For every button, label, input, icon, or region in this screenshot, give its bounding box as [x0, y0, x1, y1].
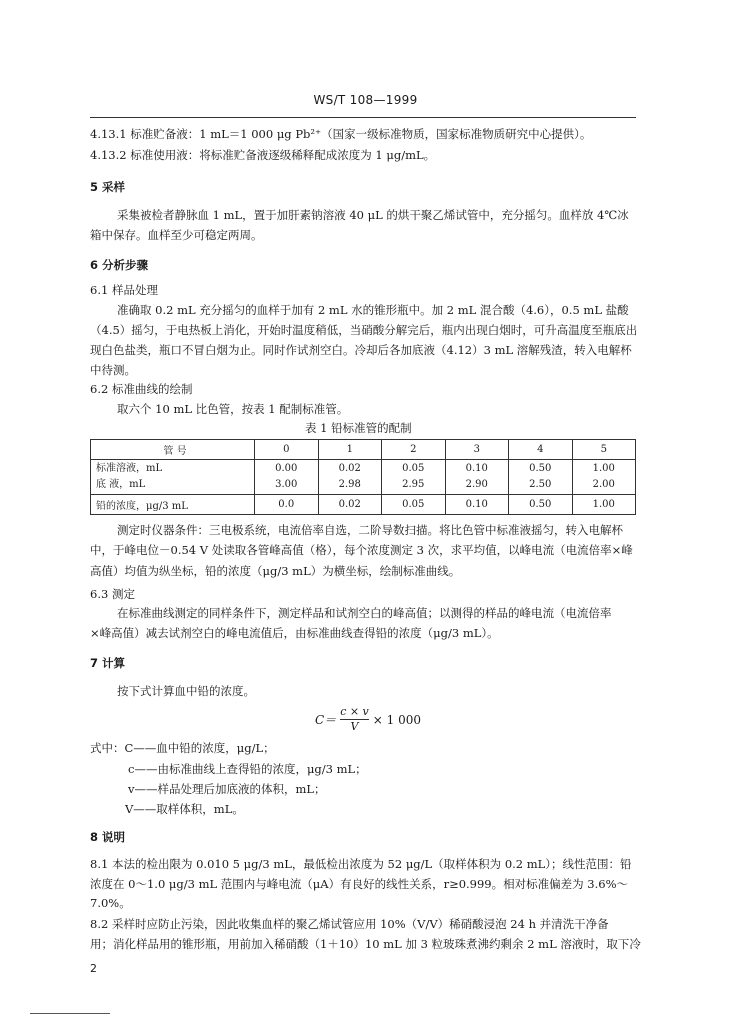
table-row: [91, 495, 636, 515]
formula-denominator: V: [350, 720, 359, 733]
section-6-heading: 6 分析步骤: [90, 258, 149, 272]
paragraph-line: 浓度在 0～1.0 μg/3 mL 范围内与峰电流（μA）有良好的线性关系，r≥0.999。相对标准偏差为 3.6%～: [90, 877, 628, 891]
paragraph-line: 中，于峰电位－0.54 V 处读取各管峰高值（格），每个浓度测定 3 次，求平均值，以峰电流（电流倍率×峰: [90, 543, 633, 557]
paragraph-line: 在标准曲线测定的同样条件下，测定样品和试剂空白的峰高值；以测得的样品的峰电流（电流倍率: [117, 606, 612, 620]
table-cell: 0.02 2.98: [318, 460, 382, 495]
paragraph-line: 7.0%。: [90, 896, 131, 910]
table-cell: 1.00 2.00: [572, 460, 636, 495]
table-cell: 0.10 2.90: [445, 460, 509, 495]
paragraph-line: 高值）均值为纵坐标，铅的浓度（μg/3 mL）为横坐标，绘制标准曲线。: [90, 564, 461, 578]
table-row: [91, 460, 636, 495]
page-header: WS/T 108—1999: [313, 93, 418, 107]
table-cell: 1.00: [572, 495, 636, 515]
table-cell: 0.00 3.00: [255, 460, 319, 495]
table-cell: 0.05: [382, 495, 446, 515]
table-cell: 0.50 2.50: [509, 460, 573, 495]
table-cell: 0.50: [509, 495, 573, 515]
paragraph-line: 箱中保存。血样至少可稳定两周。: [90, 228, 263, 242]
table-cell: 0.02: [318, 495, 382, 515]
table-col-header: 5: [572, 440, 636, 460]
table-header-row: [91, 440, 636, 460]
lead-standard-table: [90, 439, 636, 515]
paragraph-line: 准确取 0.2 mL 充分摇匀的血样于加有 2 mL 水的锥形瓶中。加 2 mL 混合酸（4.6），0.5 mL 盐酸: [117, 303, 629, 317]
table-row-label: 标准溶液，mL 底 液，mL: [91, 460, 255, 495]
formula-fraction: [340, 706, 369, 733]
table-col-header: 4: [509, 440, 573, 460]
concentration-formula: [315, 706, 421, 733]
paragraph-line: 8.1 本法的检出限为 0.010 5 μg/3 mL，最低检出浓度为 52 μg/L（取样体积为 0.2 mL）；线性范围：铅: [90, 857, 632, 871]
header-rule: [90, 117, 636, 118]
table-cell: 0.05 2.95: [382, 460, 446, 495]
section-7-heading: 7 计算: [90, 656, 126, 670]
paragraph-line: 用；消化样品用的锥形瓶，用前加入稀硝酸（1＋10）10 mL 加 3 粒玻珠煮沸约剩余 2 mL 溶液时，取下冷: [90, 937, 641, 951]
paragraph-line: （4.5）摇匀，于电热板上消化，开始时温度稍低，当硝酸分解完后，瓶内出现白烟时，可升高温度至瓶底出: [90, 323, 638, 337]
variable-definition: V——取样体积，mL。: [125, 802, 244, 816]
table-col-header: 3: [445, 440, 509, 460]
table-cell: 0.10: [445, 495, 509, 515]
section-5-heading: 5 采样: [90, 180, 126, 194]
footer-rule: [30, 1013, 110, 1014]
paragraph-line: 取六个 10 mL 比色管，按表 1 配制标准管。: [117, 402, 349, 416]
table-col-header: 2: [382, 440, 446, 460]
clause-4-13-1: 4.13.1 标准贮备液：1 mL＝1 000 μg Pb²⁺（国家一级标准物质，国家标准物质研究中心提供）。: [90, 127, 592, 141]
page-number: 2: [90, 962, 97, 975]
paragraph-line: 8.2 采样时应防止污染，因此收集血样的聚乙烯试管应用 10%（V/V）稀硝酸浸泡 24 h 并清洗干净备: [90, 917, 609, 931]
formula-numerator: c × v: [340, 705, 369, 718]
variable-definition: 式中：C——血中铅的浓度，μg/L；: [90, 741, 275, 755]
clause-6-3-heading: 6.3 测定: [90, 587, 135, 601]
table-col-header: 0: [255, 440, 319, 460]
table-caption: 表 1 铅标准管的配制: [305, 421, 412, 435]
paragraph-line: 按下式计算血中铅的浓度。: [117, 684, 255, 698]
table-col-header: 1: [318, 440, 382, 460]
variable-definition: c——由标准曲线上查得铅的浓度，μg/3 mL；: [128, 762, 367, 776]
paragraph-line: ×峰高值）减去试剂空白的峰电流值后，由标准曲线查得铅的浓度（μg/3 mL）。: [90, 626, 499, 640]
clause-6-1-heading: 6.1 样品处理: [90, 283, 158, 297]
table-row-label: 铅的浓度，μg/3 mL: [91, 495, 255, 515]
table-cell: 0.0: [255, 495, 319, 515]
paragraph-line: 中待测。: [90, 363, 136, 377]
paragraph-line: 测定时仪器条件：三电极系统，电流倍率自选，二阶导数扫描。将比色管中标准液摇匀，转入电解杯: [117, 523, 623, 537]
paragraph-line: 采集被检者静脉血 1 mL，置于加肝素钠溶液 40 μL 的烘干聚乙烯试管中，充分摇匀。血样放 4℃冰: [117, 208, 629, 222]
section-8-heading: 8 说明: [90, 830, 126, 844]
table-header-label: 管 号: [91, 440, 255, 460]
formula-rhs: × 1 000: [372, 712, 422, 727]
clause-6-2-heading: 6.2 标准曲线的绘制: [90, 382, 193, 396]
variable-definition: v——样品处理后加底液的体积，mL；: [128, 782, 326, 796]
formula-lhs: C＝: [315, 713, 337, 727]
clause-4-13-2: 4.13.2 标准使用液：将标准贮备液逐级稀释配成浓度为 1 μg/mL。: [90, 148, 436, 162]
paragraph-line: 现白色盐类，瓶口不冒白烟为止。同时作试剂空白。冷却后各加底液（4.12）3 mL 溶解残渣，转入电解杯: [90, 343, 632, 357]
